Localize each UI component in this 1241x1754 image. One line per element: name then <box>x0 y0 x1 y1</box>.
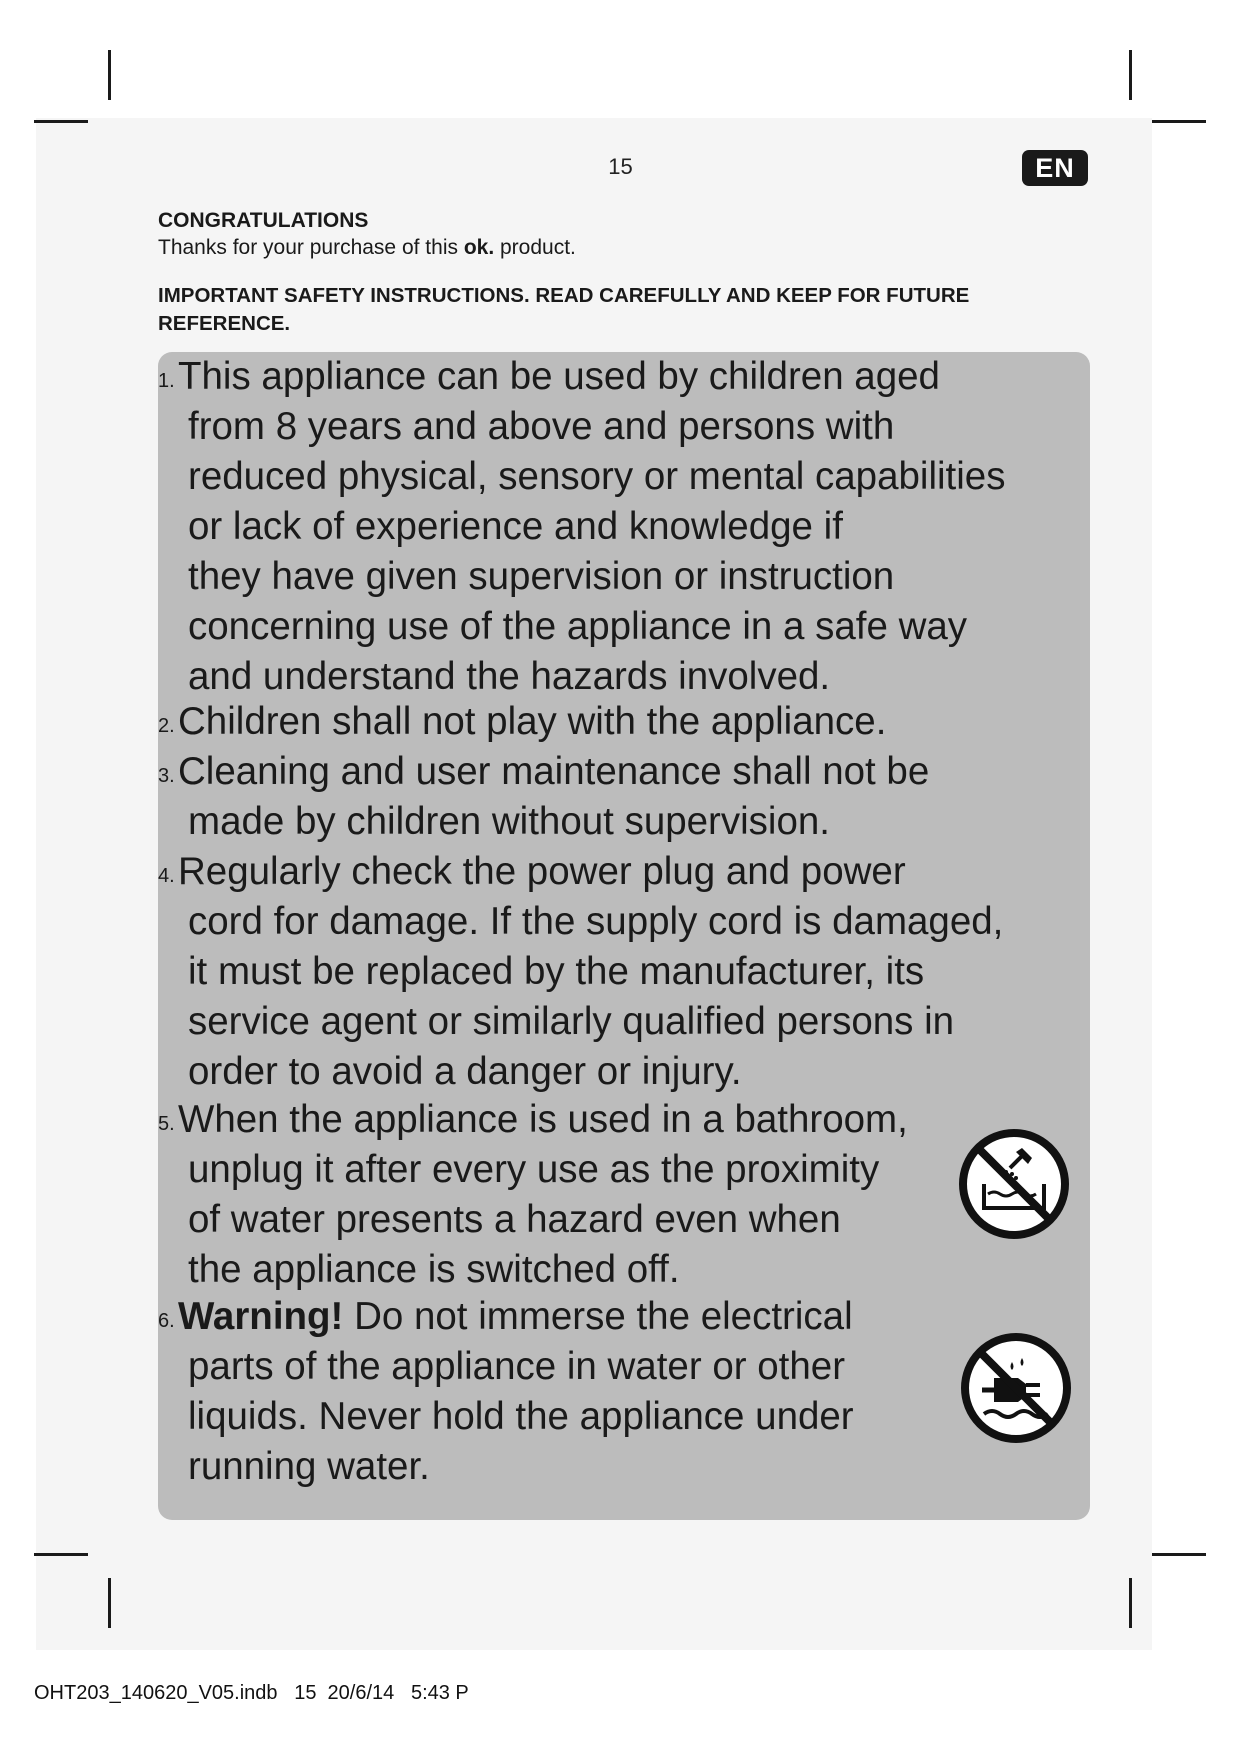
item-number: 4. <box>158 865 175 887</box>
no-use-near-bath-icon <box>958 1128 1070 1240</box>
item-line <box>158 1292 854 1342</box>
brand-name: ok. <box>463 236 495 259</box>
no-immersion-icon <box>960 1332 1072 1444</box>
safety-instructions-box <box>158 352 1090 1520</box>
crop-mark <box>108 50 111 100</box>
safety-item <box>158 697 886 747</box>
safety-item <box>158 847 1003 1097</box>
item-line: Regularly check the power plug and power <box>178 850 906 893</box>
crop-mark <box>34 120 88 123</box>
safety-heading: IMPORTANT SAFETY INSTRUCTIONS. READ CAREFULLY AND KEEP FOR FUTURE REFERENCE. <box>158 284 970 335</box>
item-line: made by children without supervision. <box>188 800 830 843</box>
crop-mark <box>34 1553 88 1556</box>
thanks-text: Thanks for your purchase of this <box>158 236 464 259</box>
congratulations-heading: CONGRATULATIONS <box>158 209 369 232</box>
item-line: This appliance can be used by children aged <box>178 355 940 398</box>
item-number: 6. <box>158 1310 175 1332</box>
item-line: unplug it after every use as the proximity <box>188 1148 880 1191</box>
thanks-line <box>158 236 576 260</box>
item-number: 2. <box>158 715 175 737</box>
crop-mark <box>1152 1553 1206 1556</box>
item-line: parts of the appliance in water or other <box>188 1345 846 1388</box>
crop-mark <box>108 1578 111 1628</box>
item-line: concerning use of the appliance in a safe way <box>188 605 968 648</box>
safety-item <box>158 1292 854 1492</box>
item-line-rest: Do not immerse the electrical <box>343 1295 853 1338</box>
print-slug: OHT203_140620_V05.indb 15 20/6/14 5:43 P <box>34 1682 469 1704</box>
language-badge: EN <box>1022 150 1088 186</box>
item-line: When the appliance is used in a bathroom, <box>178 1098 908 1141</box>
item-line: liquids. Never hold the appliance under <box>188 1395 854 1438</box>
safety-item <box>158 352 1005 702</box>
page-number: 15 <box>608 154 633 179</box>
item-number: 3. <box>158 765 175 787</box>
item-line: of water presents a hazard even when <box>188 1198 841 1241</box>
safety-item <box>158 747 929 847</box>
item-line: Cleaning and user maintenance shall not be <box>178 750 930 793</box>
crop-mark <box>1152 120 1206 123</box>
item-number: 1. <box>158 370 175 392</box>
item-line: it must be replaced by the manufacturer, its <box>188 950 925 993</box>
item-line: reduced physical, sensory or mental capabilities <box>188 455 1006 498</box>
item-line: Children shall not play with the appliance. <box>178 700 887 743</box>
item-line: from 8 years and above and persons with <box>188 405 895 448</box>
crop-mark <box>1129 50 1132 100</box>
thanks-text-end: product. <box>494 236 576 259</box>
item-line: they have given supervision or instruction <box>188 555 895 598</box>
item-line: and understand the hazards involved. <box>188 655 831 698</box>
item-line: running water. <box>188 1445 430 1488</box>
item-line: cord for damage. If the supply cord is damaged, <box>188 900 1004 943</box>
item-line: service agent or similarly qualified persons in <box>188 1000 955 1043</box>
item-line: the appliance is switched off. <box>188 1248 680 1291</box>
crop-mark <box>1129 1578 1132 1628</box>
item-line: or lack of experience and knowledge if <box>188 505 843 548</box>
item-line: order to avoid a danger or injury. <box>188 1050 742 1093</box>
item-number: 5. <box>158 1113 175 1135</box>
safety-item <box>158 1095 908 1295</box>
warning-word: Warning! <box>178 1295 344 1338</box>
